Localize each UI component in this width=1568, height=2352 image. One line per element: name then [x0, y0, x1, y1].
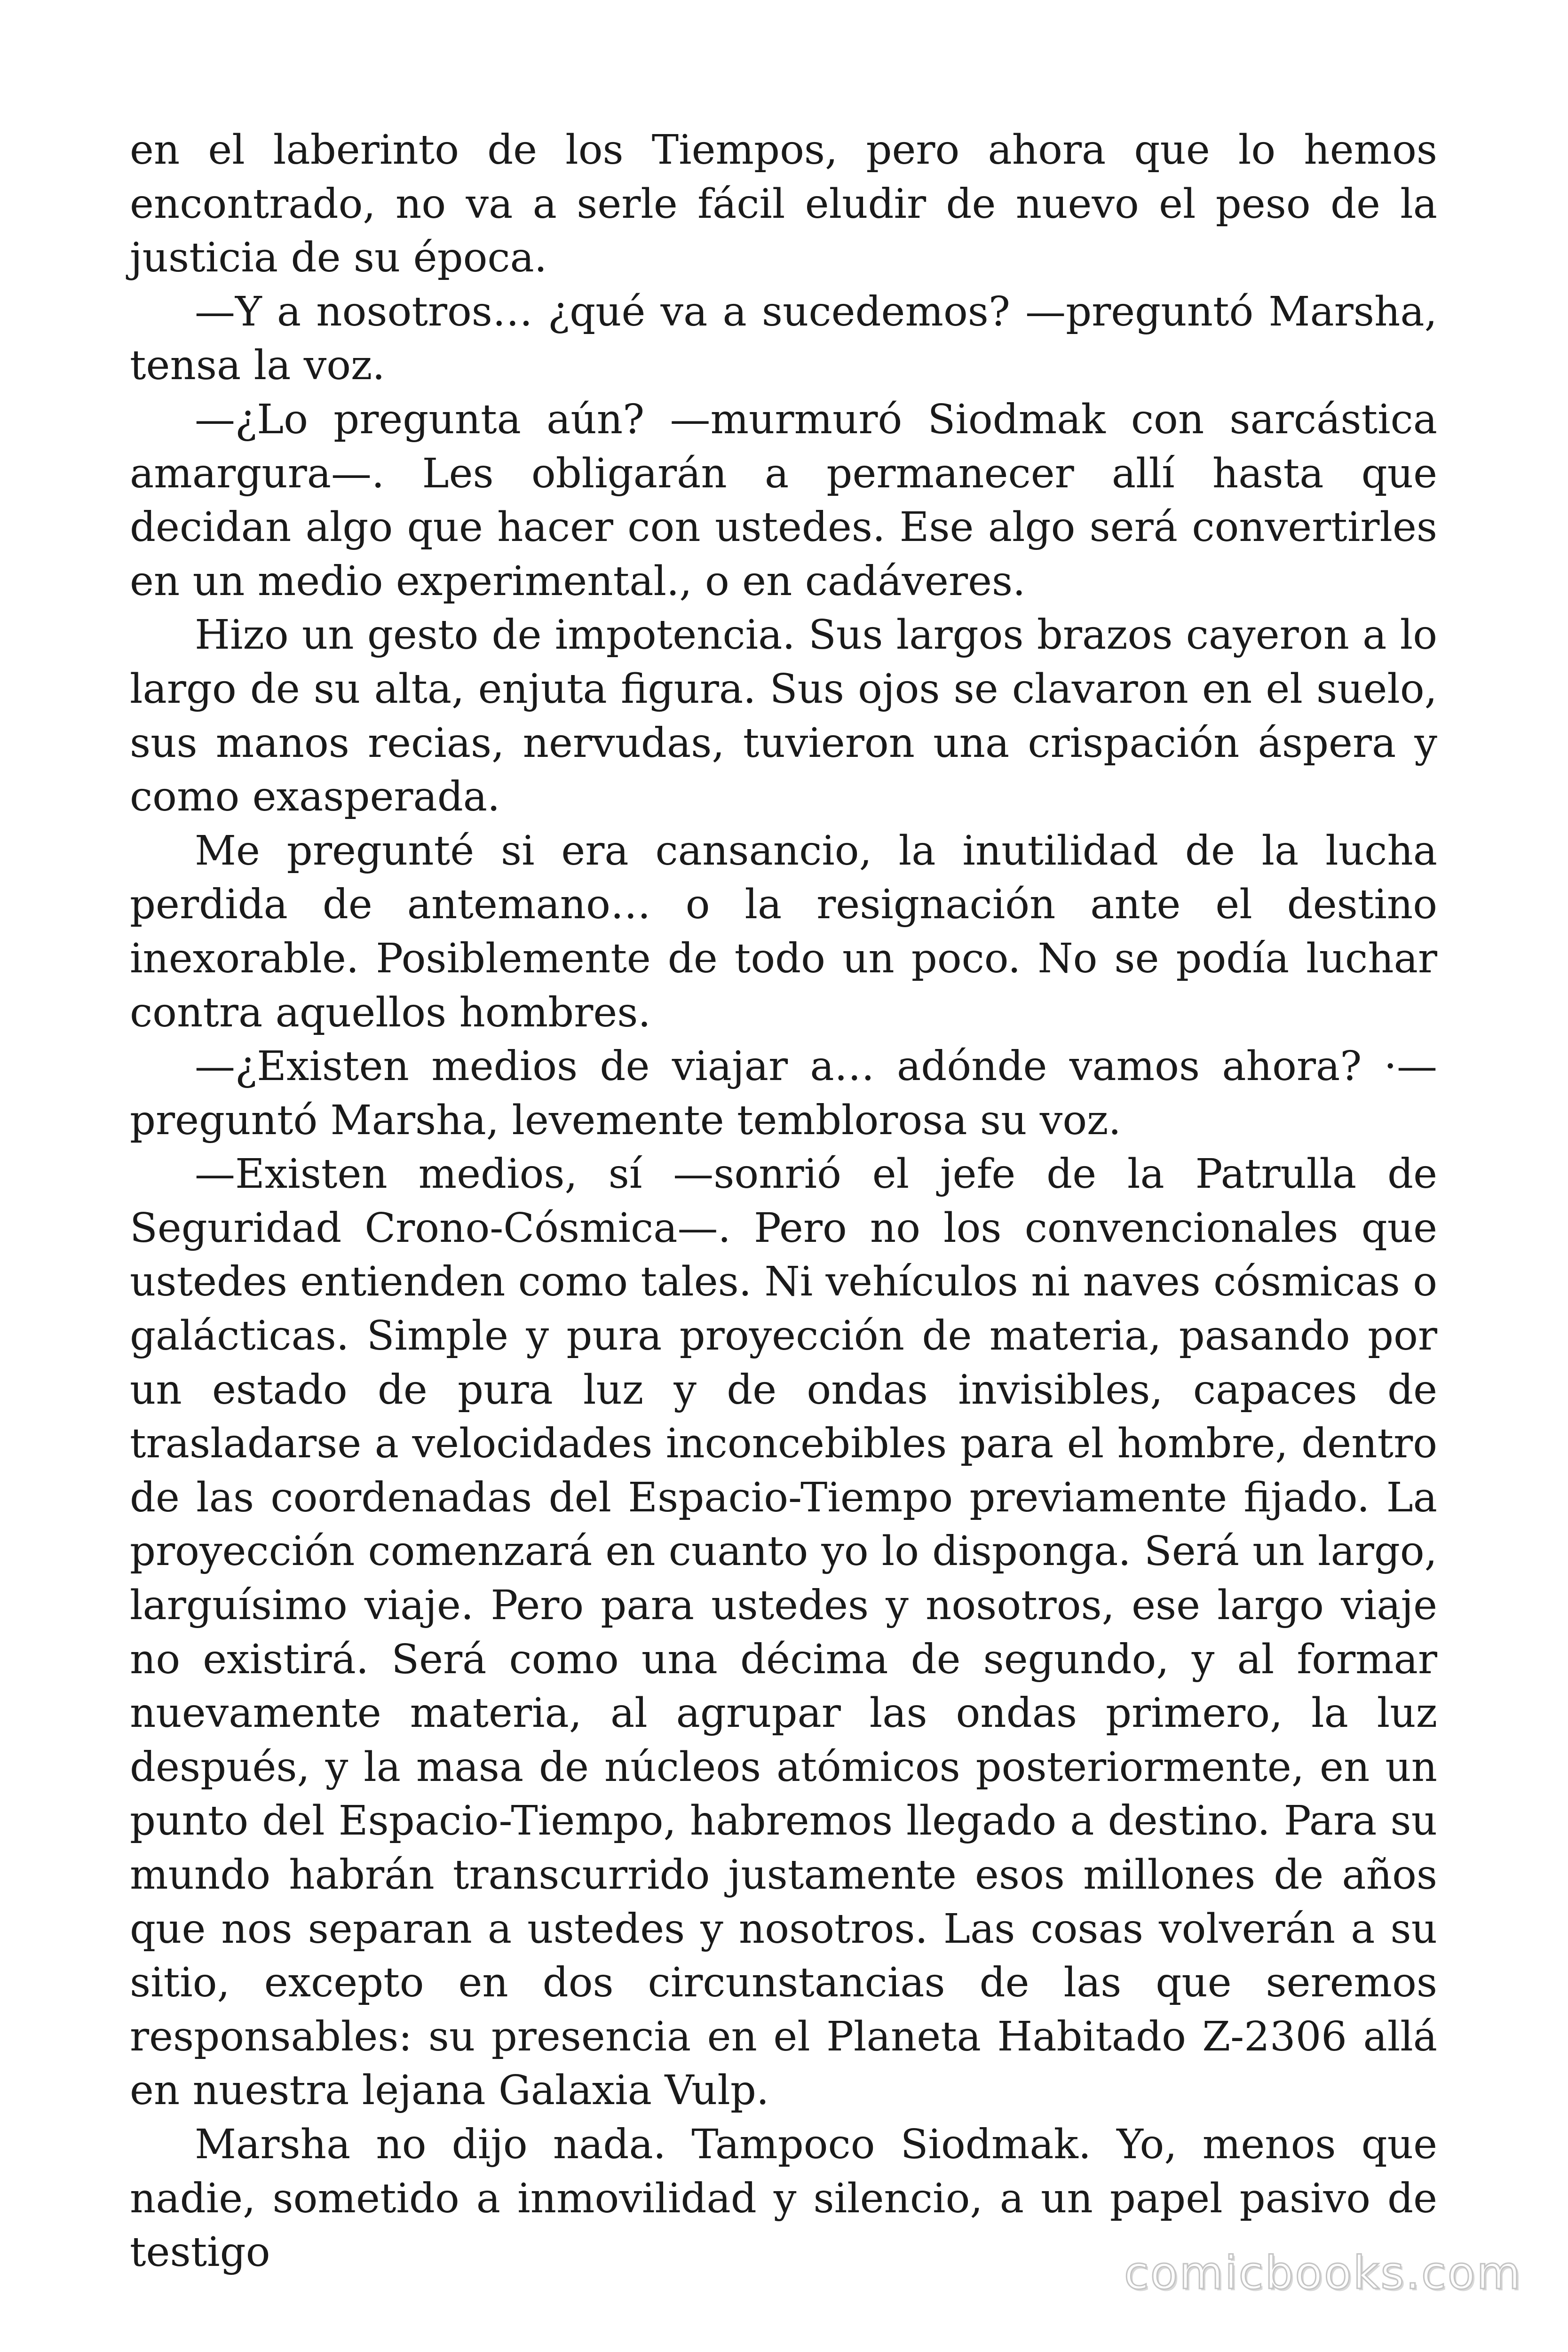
- paragraph-2: —Y a nosotros… ¿qué va a sucedemos? —preguntó Marsha, tensa la voz.: [130, 288, 1437, 389]
- paragraph-6: —¿Existen medios de viajar a… adónde vamos ahora? ·—preguntó Marsha, levemente temblorosa su voz.: [130, 1043, 1437, 1144]
- paragraph-8: Marsha no dijo nada. Tampoco Siodmak. Yo, menos que nadie, sometido a inmovilidad y silencio, a un papel pasivo de testigo: [130, 2121, 1437, 2276]
- paragraph-1: en el laberinto de los Tiempos, pero ahora que lo hemos encontrado, no va a serle fácil eludir de nuevo el peso de la justicia de su época.: [130, 127, 1437, 282]
- paragraph-5: Me pregunté si era cansancio, la inutilidad de la lucha perdida de antemano… o la resignación ante el destino inexorable. Posiblemente de todo un poco. No se podía luchar contra aquellos hombres.: [130, 827, 1437, 1036]
- body-text: [130, 123, 1437, 2280]
- paragraph-7: —Existen medios, sí —sonrió el jefe de la Patrulla de Seguridad Crono-Cósmica—. Pero no los convencionales que ustedes entienden como tales. Ni vehículos ni naves cósmicas o galácticas. Simple y pura proyección de materia, pasando por un estado de pura luz y de ondas invisibles, capaces de trasladarse a velocidades inconcebibles para el hombre, dentro de las coordenadas del Espacio-Tiempo previamente fijado. La proyección comenzará en cuanto yo lo disponga. Será un largo, larguísimo viaje. Pero para ustedes y nosotros, ese largo viaje no existirá. Será como una décima de segundo, y al formar nuevamente materia, al agrupar las ondas primero, la luz después, y la masa de núcleos atómicos posteriormente, en un punto del Espacio-Tiempo, habremos llegado a destino. Para su mundo habrán transcurrido justamente esos millones de años que nos separan a ustedes y nosotros. Las cosas volverán a su sitio, excepto en dos circunstancias de las que seremos responsables: su presencia en el Planeta Habitado Z-2306 allá en nuestra lejana Galaxia Vulp.: [130, 1151, 1437, 2114]
- paragraph-4: Hizo un gesto de impotencia. Sus largos brazos cayeron a lo largo de su alta, enjuta figura. Sus ojos se clavaron en el suelo, sus manos recias, nervudas, tuvieron una crispación áspera y como exasperada.: [130, 612, 1437, 821]
- paragraph-3: —¿Lo pregunta aún? —murmuró Siodmak con sarcástica amargura—. Les obligarán a permanecer allí hasta que decidan algo que hacer con ustedes. Ese algo será convertirles en un medio experimental., o en cadáveres.: [130, 396, 1437, 605]
- watermark: comicbooks.com: [1124, 2247, 1522, 2299]
